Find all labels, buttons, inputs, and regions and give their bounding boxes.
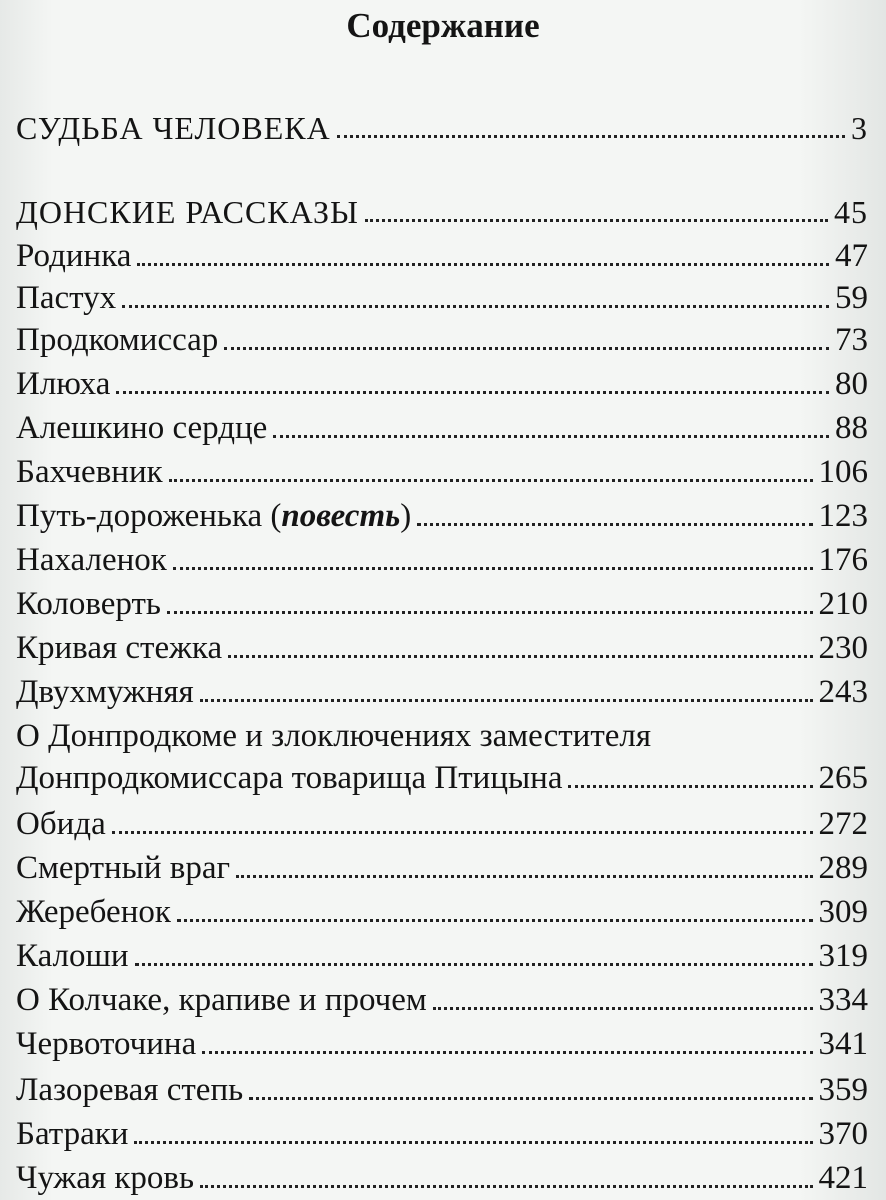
- dot-leader: [249, 1097, 812, 1100]
- toc-entry: [16, 1064, 868, 1110]
- toc-entry-title: Родинка: [16, 238, 132, 274]
- toc-entry: [16, 102, 868, 148]
- toc-entry-genre: повесть: [281, 498, 401, 534]
- dot-leader: [200, 1185, 812, 1188]
- toc-entry-page: 80: [835, 366, 868, 402]
- toc-entry-first-line: [16, 716, 868, 756]
- dot-leader: [167, 611, 813, 614]
- toc-entry-title: Продкомиссар: [16, 322, 219, 358]
- toc-entry: [16, 402, 868, 448]
- toc-entry-page: 341: [818, 1026, 868, 1062]
- toc-entry-page: 272: [818, 806, 868, 842]
- toc-entry: [16, 886, 868, 932]
- toc-entry-page: 3: [851, 110, 868, 146]
- dot-leader: [273, 435, 829, 438]
- toc-entry-page: 334: [818, 982, 868, 1018]
- toc-entry-page: 210: [818, 586, 868, 622]
- toc-entry-title: Донпродкомиссара товарища Птицына: [16, 760, 563, 796]
- toc-entry-title: Батраки: [16, 1116, 129, 1152]
- toc-entry: [16, 1152, 868, 1198]
- toc-entry: [16, 974, 868, 1020]
- dot-leader: [135, 963, 813, 966]
- toc-entry-page: 47: [835, 238, 868, 274]
- toc-entry-page: 88: [835, 410, 868, 446]
- dot-leader: [200, 699, 813, 702]
- toc-entry: [16, 622, 868, 668]
- toc-entry-title: Путь-дороженька (повесть): [16, 498, 412, 534]
- toc-entry: [16, 230, 868, 276]
- dot-leader: [134, 1141, 812, 1144]
- toc-entry: [16, 1018, 868, 1064]
- toc-entry-title: Бахчевник: [16, 454, 163, 490]
- toc-entry-title: Калоши: [16, 938, 129, 974]
- toc-entry-page: 243: [818, 674, 868, 710]
- toc-entry: [16, 666, 868, 712]
- toc-entry-page: 73: [835, 322, 868, 358]
- dot-leader: [337, 135, 845, 138]
- toc-entry: [16, 534, 868, 580]
- contents-heading: Содержание: [346, 6, 540, 45]
- dot-leader: [169, 479, 813, 482]
- dot-leader: [228, 655, 812, 658]
- toc-entry-page: 319: [818, 938, 868, 974]
- toc-entry: [16, 186, 868, 232]
- toc-entry-page: 289: [818, 850, 868, 886]
- toc-entry-page: 421: [818, 1160, 868, 1196]
- toc-entry: [16, 578, 868, 624]
- dot-leader: [236, 875, 812, 878]
- dot-leader: [224, 347, 829, 350]
- toc-entry: [16, 798, 868, 844]
- toc-entry-title: О Донпродкоме и злоключениях заместителя: [16, 718, 652, 754]
- dot-leader: [365, 219, 828, 222]
- dot-leader: [116, 391, 829, 394]
- dot-leader: [122, 305, 829, 308]
- dot-leader: [177, 919, 813, 922]
- toc-entry-page: 265: [818, 760, 868, 796]
- toc-entry-title: Смертный враг: [16, 850, 231, 886]
- dot-leader: [173, 567, 813, 570]
- toc-entry-title: Двухмужняя: [16, 674, 194, 710]
- toc-entry-title: Обида: [16, 806, 106, 842]
- dot-leader: [112, 831, 813, 834]
- toc-entry: [16, 446, 868, 492]
- toc-entry-page: 370: [818, 1116, 868, 1152]
- dot-leader: [568, 785, 812, 788]
- toc-entry-title: Лазоревая степь: [16, 1072, 244, 1108]
- toc-entry-page: 230: [818, 630, 868, 666]
- dot-leader: [417, 523, 812, 526]
- toc-entry: [16, 314, 868, 360]
- dot-leader: [202, 1051, 812, 1054]
- toc-entry-title: Жеребенок: [16, 894, 171, 930]
- toc-entry: [16, 752, 868, 798]
- toc-entry-page: 106: [818, 454, 868, 490]
- toc-entry: [16, 1108, 868, 1154]
- toc-entry-title: Пастух: [16, 280, 117, 316]
- toc-entry: [16, 842, 868, 888]
- toc-entry-page: 59: [835, 280, 868, 316]
- toc-entry-title: ДОНСКИЕ РАССКАЗЫ: [16, 194, 359, 230]
- toc-entry-page: 123: [818, 498, 868, 534]
- toc-entry-title: О Колчаке, крапиве и прочем: [16, 982, 427, 1018]
- toc-entry-title: СУДЬБА ЧЕЛОВЕКА: [16, 110, 331, 146]
- dot-leader: [433, 1007, 813, 1010]
- toc-entry-title: Нахаленок: [16, 542, 167, 578]
- toc-entry: [16, 358, 868, 404]
- dot-leader: [137, 263, 829, 266]
- toc-entry-title: Червоточина: [16, 1026, 197, 1062]
- toc-entry-title: Кривая стежка: [16, 630, 223, 666]
- toc-entry-title: Илюха: [16, 366, 111, 402]
- toc-entry: [16, 272, 868, 318]
- toc-entry-page: 309: [818, 894, 868, 930]
- toc-entry-page: 45: [834, 194, 868, 230]
- toc-entry-page: 359: [818, 1072, 868, 1108]
- toc-entry-title: Коловерть: [16, 586, 161, 622]
- toc-entry-title: Алешкино сердце: [16, 410, 268, 446]
- toc-entry-page: 176: [818, 542, 868, 578]
- toc-entry: [16, 930, 868, 976]
- toc-entry: [16, 490, 868, 536]
- toc-entry-title: Чужая кровь: [16, 1160, 195, 1196]
